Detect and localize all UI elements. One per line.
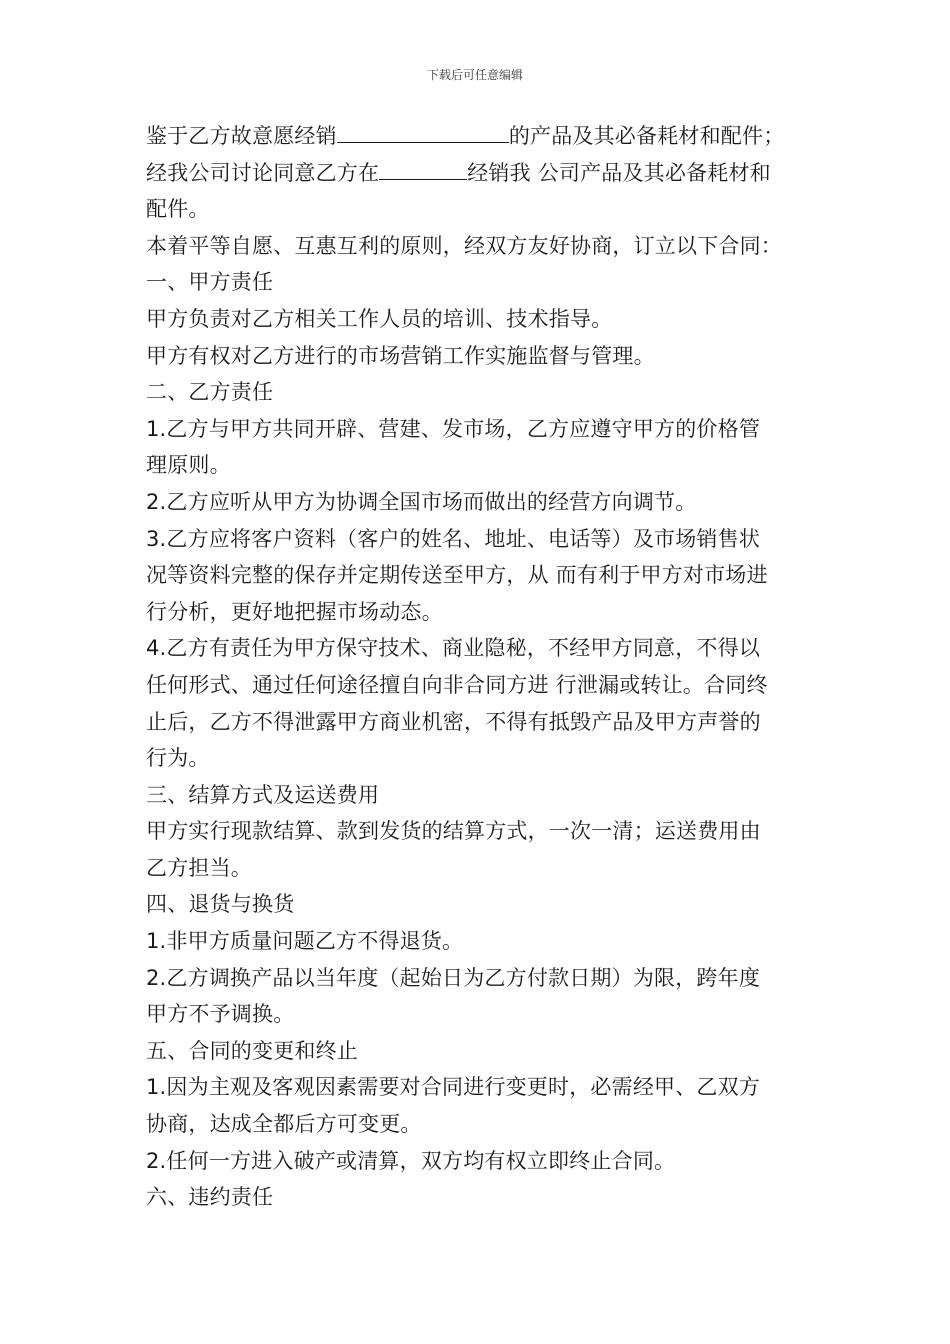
text-line: 协商，达成全都后方可变更。 [146,1112,422,1137]
text-line: 1.乙方与甲方共同开辟、营建、发市场，乙方应遵守甲方的价格管 [146,416,761,441]
text-line: 乙方担当。 [146,855,252,880]
fill-in-blank [337,124,509,143]
text-line: 甲方有权对乙方进行的市场营销工作实施监督与管理。 [146,343,655,368]
text-line: 2.任何一方进入破产或清算，双方均有权立即终止合同。 [146,1148,676,1173]
section-heading: 一、甲方责任 [146,270,274,295]
section-heading: 五、合同的变更和终止 [146,1038,358,1063]
section-heading: 六、违约责任 [146,1185,274,1210]
text-line: 1.因为主观及客观因素需要对合同进行变更时，必需经甲、乙双方 [146,1075,761,1100]
text-segment: 经销我 公司产品及其必备耗材和 [467,160,771,185]
text-line: 2.乙方调换产品以当年度（起始日为乙方付款日期）为限，跨年度 [146,965,761,990]
text-line [146,118,816,155]
text-line: 止后，乙方不得泄露甲方商业机密，不得有抵毁产品及甲方声誉的 [146,709,761,734]
text-line [146,155,816,192]
section-heading: 三、结算方式及运送费用 [146,782,380,807]
text-line: 甲方负责对乙方相关工作人员的培训、技术指导。 [146,306,613,331]
text-line: 3.乙方应将客户资料（客户的姓名、地址、电话等）及市场销售状 [146,526,761,551]
contract-body [146,118,816,1216]
text-line: 甲方不予调换。 [146,1002,295,1027]
fill-in-blank [379,161,467,180]
text-line: 甲方实行现款结算、款到发货的结算方式，一次一清；运送费用由 [146,819,761,844]
text-line: 行为。 [146,746,210,771]
text-line: 本着平等自愿、互惠互利的原则，经双方友好协商，订立以下合同： [146,233,782,258]
text-line: 理原则。 [146,453,231,478]
text-segment: 鉴于乙方故意愿经销 [146,124,337,148]
text-line: 4.乙方有责任为甲方保守技术、商业隐秘，不经甲方同意，不得以 [146,636,761,661]
text-line: 任何形式、通过任何途径擅自向非合同方进 行泄漏或转让。合同终 [146,672,768,697]
text-segment: 经我公司讨论同意乙方在 [146,160,380,185]
text-line: 配件。 [146,197,210,222]
page-header: 下载后可任意编辑 [426,68,523,82]
text-line: 1.非甲方质量问题乙方不得退货。 [146,929,464,954]
text-line: 2.乙方应听从甲方为协调全国市场而做出的经营方向调节。 [146,489,697,514]
section-heading: 四、退货与换货 [146,892,295,917]
text-line: 况等资料完整的保存并定期传送至甲方，从 而有利于甲方对市场进 [146,563,768,588]
text-line: 行分析，更好地把握市场动态。 [146,599,443,624]
text-segment: 的产品及其必备耗材和配件； [508,124,785,148]
section-heading: 二、乙方责任 [146,380,274,405]
